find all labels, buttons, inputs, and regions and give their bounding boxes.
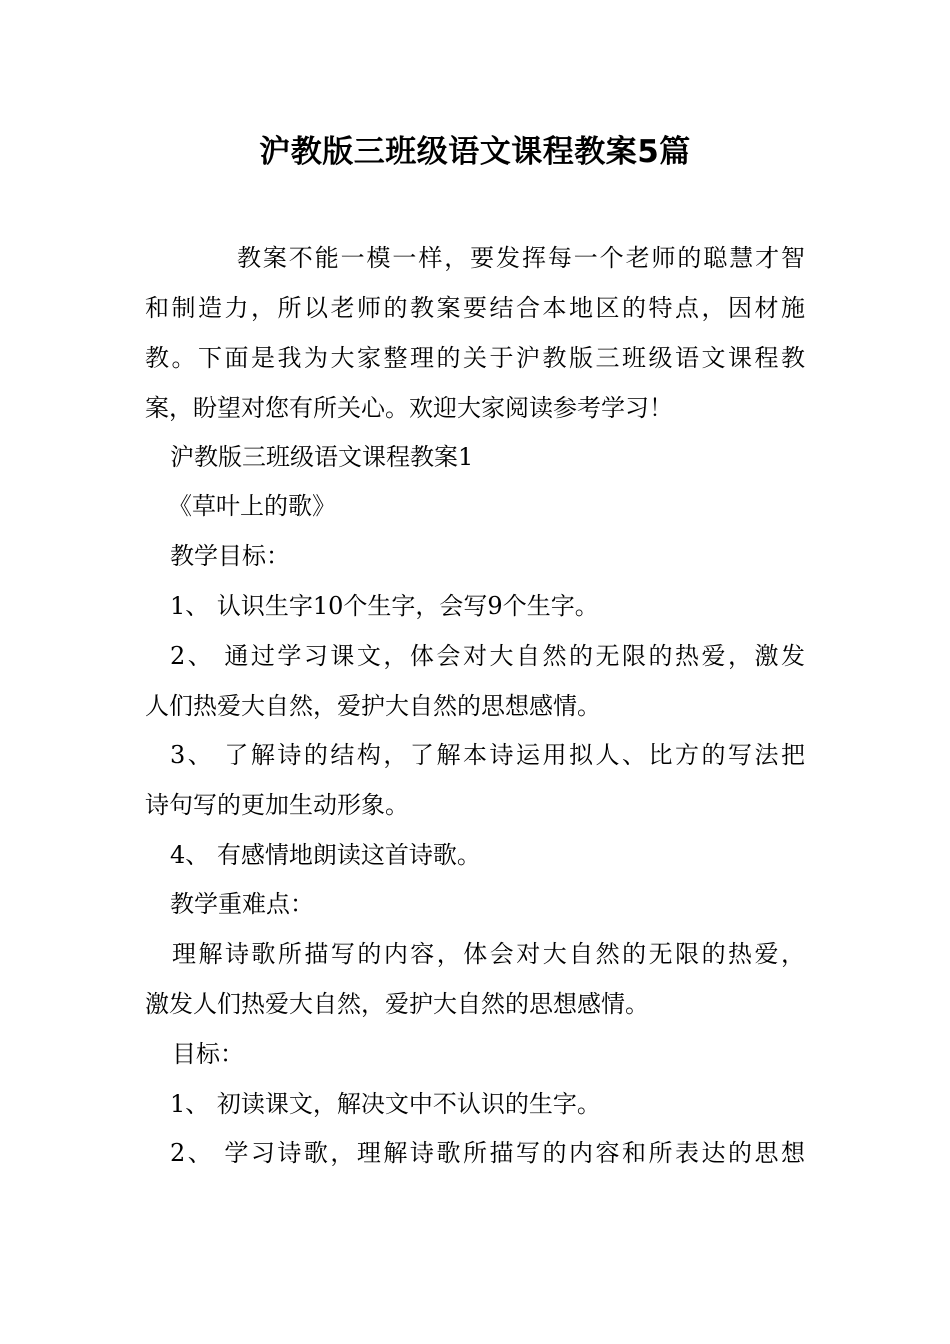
objective-item: 2、 学习诗歌，理解诗歌所描写的内容和所表达的思想 bbox=[170, 1139, 805, 1167]
objectives-label: 目标： bbox=[172, 1040, 244, 1068]
lesson-title: 《草叶上的歌》 bbox=[168, 492, 336, 520]
intro-line: 教案不能一模一样，要发挥每一个老师的聪慧才智 bbox=[237, 244, 805, 272]
goal-item: 1、 认识生字10个生字，会写9个生字。 bbox=[170, 592, 599, 620]
key-points-text: 理解诗歌所描写的内容，体会对大自然的无限的热爱， bbox=[172, 940, 805, 968]
goal-item: 2、 通过学习课文，体会对大自然的无限的热爱，激发 bbox=[170, 642, 805, 670]
section-heading: 沪教版三班级语文课程教案1 bbox=[170, 443, 474, 471]
goal-item-continued: 诗句写的更加生动形象。 bbox=[145, 791, 409, 819]
intro-line: 和制造力，所以老师的教案要结合本地区的特点，因材施 bbox=[145, 294, 805, 322]
intro-line: 教。下面是我为大家整理的关于沪教版三班级语文课程教 bbox=[145, 344, 805, 372]
goal-item-continued: 人们热爱大自然，爱护大自然的思想感情。 bbox=[145, 692, 601, 720]
objective-item: 1、 初读课文，解决文中不认识的生字。 bbox=[170, 1090, 601, 1118]
document-title: 沪教版三班级语文课程教案5篇 bbox=[259, 134, 691, 170]
key-points-label: 教学重难点： bbox=[170, 890, 314, 918]
goal-item: 4、 有感情地朗读这首诗歌。 bbox=[170, 841, 481, 869]
key-points-text: 激发人们热爱大自然，爱护大自然的思想感情。 bbox=[145, 990, 649, 1018]
teaching-goals-label: 教学目标： bbox=[170, 542, 290, 570]
intro-line: 案，盼望对您有所关心。欢迎大家阅读参考学习！ bbox=[145, 394, 673, 422]
goal-item: 3、 了解诗的结构，了解本诗运用拟人、比方的写法把 bbox=[170, 741, 805, 769]
